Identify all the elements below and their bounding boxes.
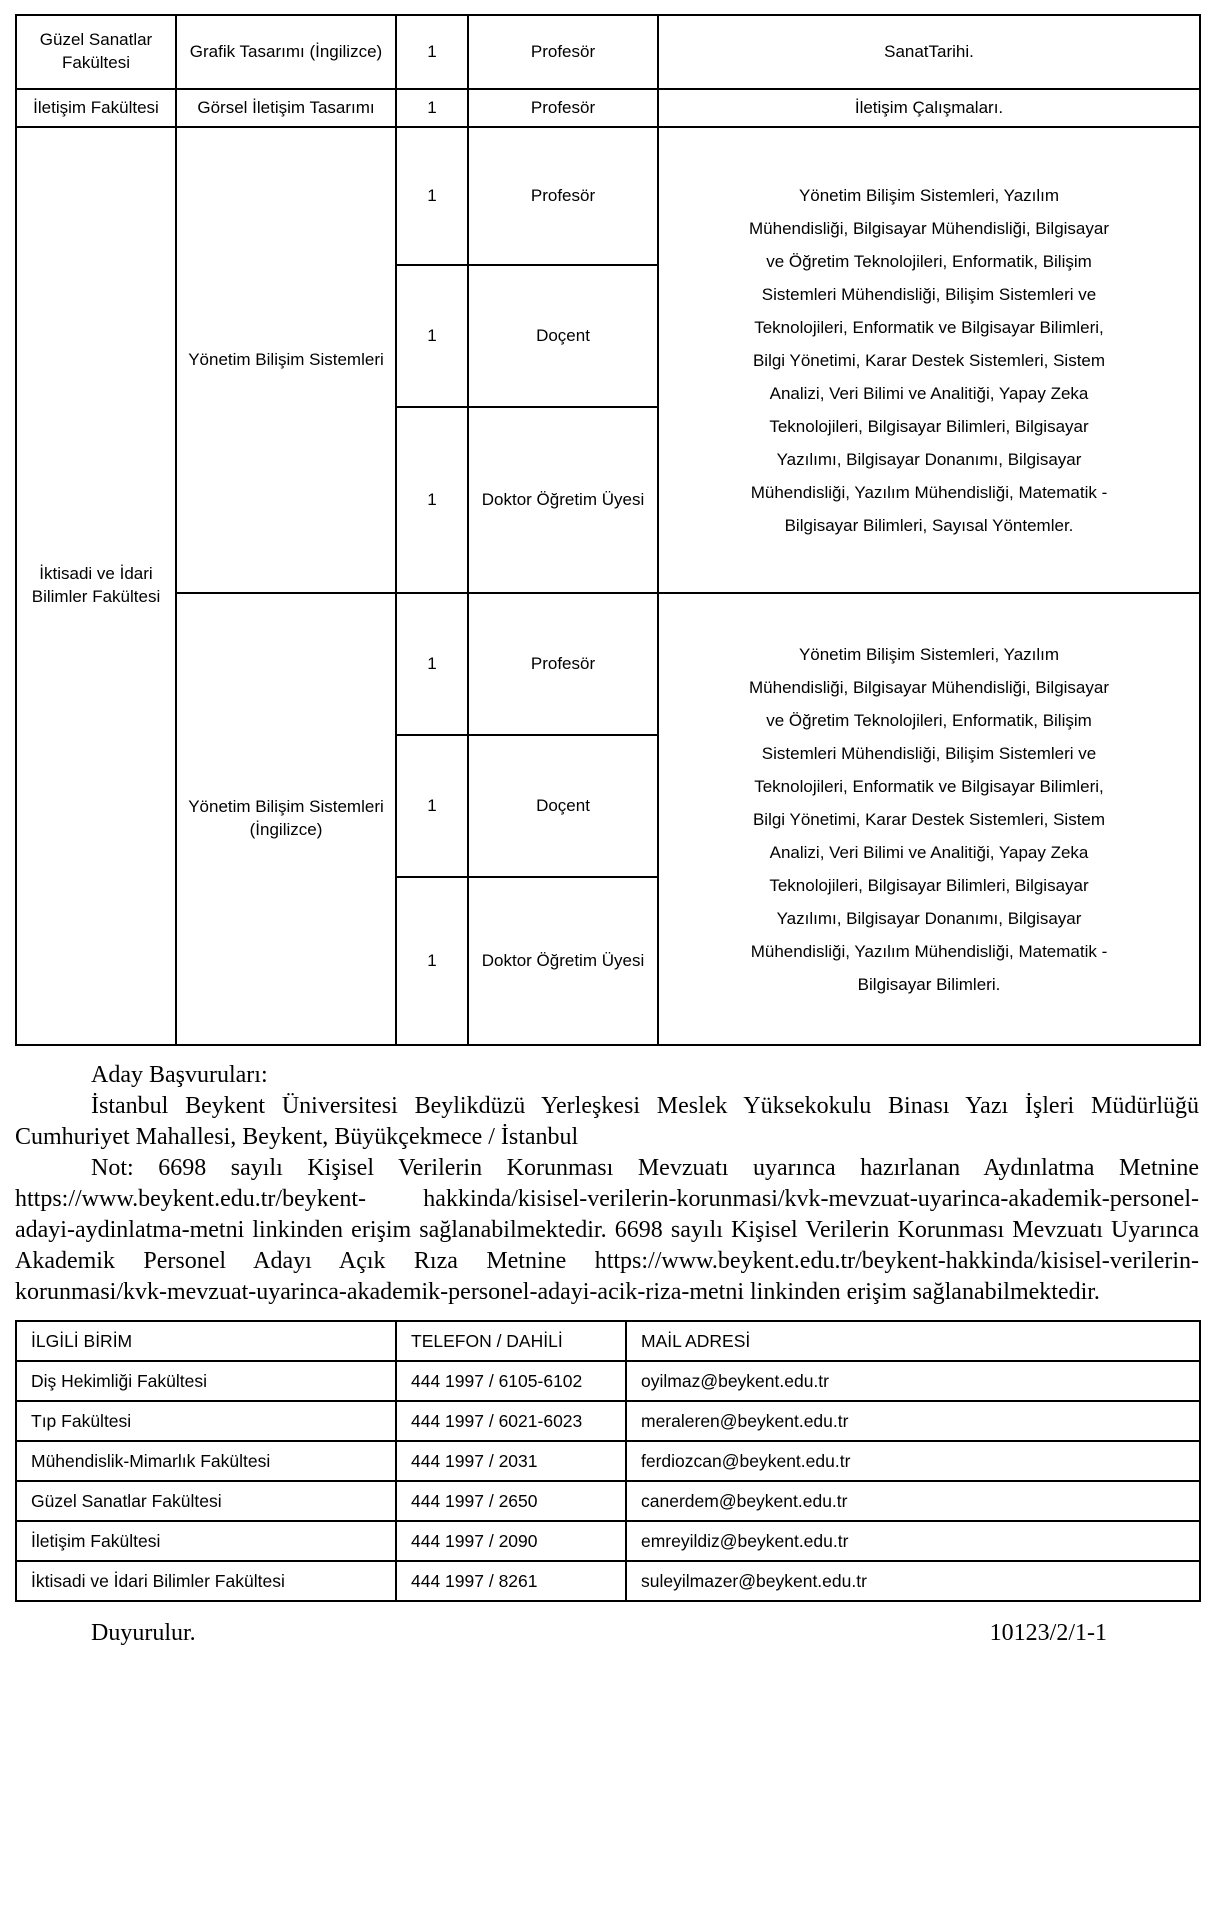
program-cell: Yönetim Bilişim Sistemleri (İngilizce)	[176, 593, 396, 1045]
table-row	[16, 593, 1200, 735]
title-cell: Profesör	[468, 593, 658, 735]
unit-cell: Güzel Sanatlar Fakültesi	[16, 1481, 396, 1521]
contact-header-row	[16, 1321, 1200, 1361]
contact-header-unit: İLGİLİ BİRİM	[16, 1321, 396, 1361]
contact-row	[16, 1361, 1200, 1401]
count-cell: 1	[396, 407, 468, 593]
table-row	[16, 89, 1200, 127]
document-footer	[15, 1602, 1199, 1647]
contact-row	[16, 1401, 1200, 1441]
announcement-text: Duyurulur.	[91, 1620, 196, 1646]
table-row	[16, 15, 1200, 89]
mail-cell: canerdem@beykent.edu.tr	[626, 1481, 1200, 1521]
phone-cell: 444 1997 / 8261	[396, 1561, 626, 1601]
count-cell: 1	[396, 877, 468, 1045]
field-cell: Yönetim Bilişim Sistemleri, Yazılım Mühendisliği, Bilgisayar Mühendisliği, Bilgisayar ve Öğretim Teknolojileri, Enformatik, Bilişim Sistemleri Mühendisliği, Bilişim Sistemleri ve Teknolojileri, Enformatik ve Bilgisayar Bilimleri, Bilgi Yönetimi, Karar Destek Sistemleri, Sistem Analizi, Veri Bilimi ve Analitiği, Yapay Zeka Teknolojileri, Bilgisayar Bilimleri, Bilgisayar Yazılımı, Bilgisayar Donanımı, Bilgisayar Mühendisliği, Yazılım Mühendisliği, Matematik - Bilgisayar Bilimleri, Sayısal Yöntemler.	[658, 127, 1200, 593]
mail-cell: emreyildiz@beykent.edu.tr	[626, 1521, 1200, 1561]
program-cell: Yönetim Bilişim Sistemleri	[176, 127, 396, 593]
title-cell: Doktor Öğretim Üyesi	[468, 877, 658, 1045]
count-cell: 1	[396, 89, 468, 127]
count-cell: 1	[396, 265, 468, 407]
title-cell: Profesör	[468, 127, 658, 265]
contact-row	[16, 1441, 1200, 1481]
title-cell: Profesör	[468, 89, 658, 127]
contact-header-mail: MAİL ADRESİ	[626, 1321, 1200, 1361]
phone-cell: 444 1997 / 2650	[396, 1481, 626, 1521]
mail-cell: oyilmaz@beykent.edu.tr	[626, 1361, 1200, 1401]
mail-cell: suleyilmazer@beykent.edu.tr	[626, 1561, 1200, 1601]
application-address: İstanbul Beykent Üniversitesi Beylikdüzü Yerleşkesi Meslek Yüksekokulu Binası Yazı İşleri Müdürlüğü Cumhuriyet Mahallesi, Beykent, Büyükçekmece / İstanbul	[15, 1093, 1199, 1150]
unit-cell: İletişim Fakültesi	[16, 1521, 396, 1561]
phone-cell: 444 1997 / 2090	[396, 1521, 626, 1561]
positions-table	[15, 14, 1201, 1046]
contact-header-phone: TELEFON / DAHİLİ	[396, 1321, 626, 1361]
applications-heading: Aday Başvuruları:	[91, 1062, 268, 1088]
program-cell: Grafik Tasarımı (İngilizce)	[176, 15, 396, 89]
title-cell: Doçent	[468, 265, 658, 407]
contact-row	[16, 1561, 1200, 1601]
program-cell: Görsel İletişim Tasarımı	[176, 89, 396, 127]
contact-row	[16, 1521, 1200, 1561]
count-cell: 1	[396, 127, 468, 265]
title-cell: Doçent	[468, 735, 658, 877]
field-cell: Yönetim Bilişim Sistemleri, Yazılım Mühendisliği, Bilgisayar Mühendisliği, Bilgisayar ve Öğretim Teknolojileri, Enformatik, Bilişim Sistemleri Mühendisliği, Bilişim Sistemleri ve Teknolojileri, Enformatik ve Bilgisayar Bilimleri, Bilgi Yönetimi, Karar Destek Sistemleri, Sistem Analizi, Veri Bilimi ve Analitiği, Yapay Zeka Teknolojileri, Bilgisayar Bilimleri, Bilgisayar Yazılımı, Bilgisayar Donanımı, Bilgisayar Mühendisliği, Yazılım Mühendisliği, Matematik - Bilgisayar Bilimleri.	[658, 593, 1200, 1045]
phone-cell: 444 1997 / 2031	[396, 1441, 626, 1481]
field-cell: SanatTarihi.	[658, 15, 1200, 89]
faculty-cell: Güzel Sanatlar Fakültesi	[16, 15, 176, 89]
title-cell: Profesör	[468, 15, 658, 89]
unit-cell: Diş Hekimliği Fakültesi	[16, 1361, 396, 1401]
unit-cell: İktisadi ve İdari Bilimler Fakültesi	[16, 1561, 396, 1601]
unit-cell: Tıp Fakültesi	[16, 1401, 396, 1441]
count-cell: 1	[396, 15, 468, 89]
faculty-cell: İletişim Fakültesi	[16, 89, 176, 127]
field-cell: İletişim Çalışmaları.	[658, 89, 1200, 127]
title-cell: Doktor Öğretim Üyesi	[468, 407, 658, 593]
reference-number: 10123/2/1-1	[989, 1620, 1107, 1646]
mail-cell: meraleren@beykent.edu.tr	[626, 1401, 1200, 1441]
count-cell: 1	[396, 735, 468, 877]
count-cell: 1	[396, 593, 468, 735]
faculty-cell: İktisadi ve İdari Bilimler Fakültesi	[16, 127, 176, 1045]
body-text-section	[15, 1060, 1199, 1308]
contact-table	[15, 1320, 1201, 1602]
phone-cell: 444 1997 / 6021-6023	[396, 1401, 626, 1441]
phone-cell: 444 1997 / 6105-6102	[396, 1361, 626, 1401]
mail-cell: ferdiozcan@beykent.edu.tr	[626, 1441, 1200, 1481]
kvkk-note: Not: 6698 sayılı Kişisel Verilerin Korunması Mevzuatı uyarınca hazırlanan Aydınlatma Metnine https://www.beykent.edu.tr/beykent- hakkinda/kisisel-verilerin-korunmasi/kvk-mevzuat-uyarinca-akademik-personel-adayi-aydinlatma-metni linkinden erişim sağlanabilmektedir. 6698 sayılı Kişisel Verilerin Korunması Mevzuatı Uyarınca Akademik Personel Adayı Açık Rıza Metnine https://www.beykent.edu.tr/beykent-hakkinda/kisisel-verilerin-korunmasi/kvk-mevzuat-uyarinca-akademik-personel-adayi-acik-riza-metni linkinden erişim sağlanabilmektedir.	[15, 1155, 1199, 1305]
table-row	[16, 127, 1200, 265]
unit-cell: Mühendislik-Mimarlık Fakültesi	[16, 1441, 396, 1481]
contact-row	[16, 1481, 1200, 1521]
